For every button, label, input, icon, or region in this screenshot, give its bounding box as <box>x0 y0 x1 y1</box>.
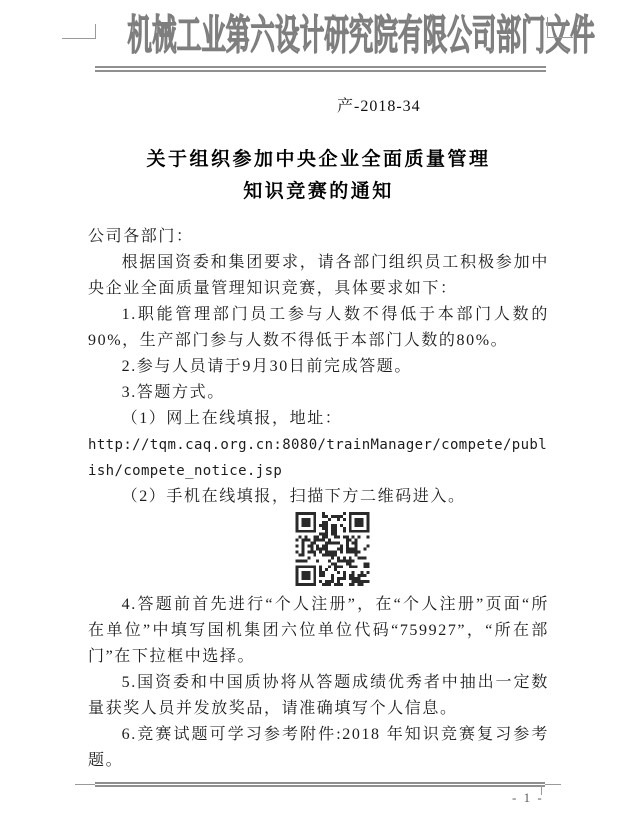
header-corner-mark-left <box>62 24 96 39</box>
paragraph-item-3: 3.答题方式。 <box>121 384 225 401</box>
org-title: 机械工业第六设计研究院有限公司部门文件 <box>127 12 595 58</box>
paragraph-intro: 根据国资委和集团要求，请各部门组织员工积极参加中央企业全面质量管理知识竞赛，具体要求如下： <box>88 254 549 297</box>
paragraph-item-1: 1.职能管理部门员工参与人数不得低于本部门人数的90%，生产部门参与人数不得低于本部门人数的80%。 <box>88 306 549 349</box>
document-body <box>88 224 549 774</box>
document-title-line2: 知识竞赛的通知 <box>243 181 394 202</box>
footer-rule-wing-right <box>545 784 561 785</box>
header-corner-mark-right <box>547 17 573 38</box>
footer-rule <box>95 782 545 787</box>
doc-number: 产-2018-34 <box>337 98 421 115</box>
document-title-line1: 关于组织参加中央企业全面质量管理 <box>146 149 491 170</box>
salutation: 公司各部门： <box>88 228 194 245</box>
page-number: - 1 - <box>512 790 544 805</box>
paragraph-item-6: 6.竞赛试题可学习参考附件:2018 年知识竞赛复习参考题。 <box>88 726 549 769</box>
footer-rule-wing-left <box>75 784 95 785</box>
paragraph-item-3-1: （1）网上在线填报，地址： <box>121 410 343 427</box>
paragraph-item-4: 4.答题前首先进行“个人注册”，在“个人注册”页面“所在单位”中填写国机集团六位单位代码“759927”，“所在部门”在下拉框中选择。 <box>88 596 549 665</box>
paragraph-item-5: 5.国资委和中国质协将从答题成绩优秀者中抽出一定数量获奖人员并发放奖品，请准确填写个人信息。 <box>88 674 549 717</box>
paragraph-item-2: 2.参与人员请于9月30日前完成答题。 <box>121 358 412 375</box>
paragraph-item-3-2: （2）手机在线填报，扫描下方二维码进入。 <box>121 488 466 505</box>
header-double-rule <box>95 66 546 72</box>
qr-code-container <box>88 510 549 592</box>
document-title <box>0 144 637 208</box>
competition-url: http://tqm.caq.org.cn:8080/trainManager/compete/publish/compete_notice.jsp <box>88 437 548 479</box>
qr-code-icon <box>295 512 370 586</box>
